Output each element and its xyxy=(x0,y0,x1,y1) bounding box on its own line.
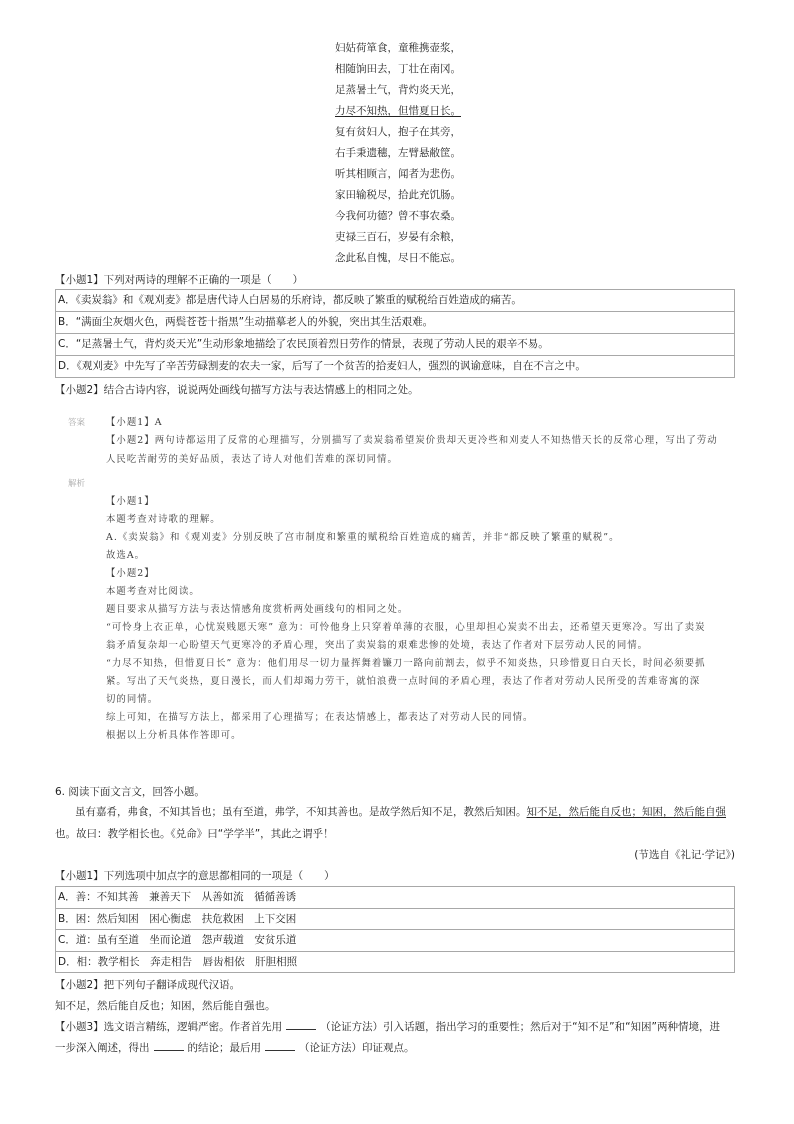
fill-blank xyxy=(154,1041,184,1051)
answer-line: 【小题2】两句诗都运用了反常的心理描写，分别描写了卖炭翁希望炭价贵却天更冷些和刈麦人不知热惜天长的反常心理，写出了劳动 xyxy=(106,435,718,446)
passage-line-2: 也。故曰：教学相长也。《兑命》曰“学学半”，其此之谓乎！ xyxy=(55,828,334,840)
section-6-question-1-options xyxy=(55,886,735,973)
poem-line: 今我何功德？曾不事农桑。 xyxy=(335,210,461,222)
analysis-line: 根据以上分析具体作答即可。 xyxy=(106,730,242,741)
passage-source: (节选自《礼记·学记》) xyxy=(634,849,735,861)
poem-line: 相随饷田去，丁壮在南冈。 xyxy=(335,63,461,75)
passage-line-1 xyxy=(75,805,726,819)
question-2-stem: 【小题2】结合古诗内容，说说两处画线句描写方法与表达情感上的相同之处。 xyxy=(55,384,419,396)
poem-line: 复有贫妇人，抱子在其旁， xyxy=(335,126,461,138)
analysis-line: “力尽不知热，但惜夏日长” 意为：他们用尽一切力量挥舞着镰刀一路向前割去，似乎不知炎热，只珍惜夏日白天长，时间必须要抓 xyxy=(106,658,706,669)
question-3-text: 【小题3】选文语言精练，逻辑严密。作者首先用 xyxy=(55,1021,283,1033)
option-b: B．困：然后知困 困心衡虑 扶危救困 上下交困 xyxy=(56,909,734,931)
analysis-line: “可怜身上衣正单，心忧炭贱愿天寒” 意为：可怜他身上只穿着单薄的衣服，心里却担心炭卖不出去，还希望天更寒冷。写出了卖炭 xyxy=(106,622,706,633)
analysis-line: A.《卖炭翁》和《观刈麦》分别反映了宫市制度和繁重的赋税给百姓造成的痛苦，并非“都反映了繁重的赋税”。 xyxy=(106,532,620,543)
question-1-stem: 【小题1】下列对两诗的理解不正确的一项是（ ） xyxy=(55,274,304,286)
analysis-line: 翁矛盾复杂却一心盼望天气更寒冷的矛盾心理，突出了卖炭翁的艰难悲惨的处境，表达了作者对下层劳动人民的同情。 xyxy=(106,640,649,651)
option-b: B．“满面尘灰烟火色，两鬓苍苍十指黑”生动描摹老人的外貌，突出其生活艰难。 xyxy=(56,312,734,334)
analysis-line: 紧。写出了天气炎热，夏日漫长，而人们却竭力劳干，就怕浪费一点时间的矛盾心理，表达了作者对劳动人民所受的苦难寄寓的深 xyxy=(106,676,701,687)
answer-line: 人民吃苦耐劳的美好品质，表达了诗人对他们苦难的深切同情。 xyxy=(106,454,398,465)
poem-line: 足蒸暑土气，背灼炎天光， xyxy=(335,84,461,96)
option-d: D．《观刈麦》中先写了辛苦劳碌割麦的农夫一家，后写了一个贫苦的拾麦妇人，强烈的讽谕意味，自在不言之中。 xyxy=(56,356,734,378)
section-6-question-1-stem: 【小题1】下列选项中加点字的意思都相同的一项是（ ） xyxy=(55,870,335,882)
poem-line: 妇姑荷箪食，童稚携壶浆， xyxy=(335,42,461,54)
option-d: D．相：教学相长 奔走相告 唇齿相依 肝胆相照 xyxy=(56,952,734,974)
fill-blank xyxy=(265,1041,295,1051)
answer-line: 【小题1】A xyxy=(106,417,163,428)
question-3-text: （论证方法）印证观点。 xyxy=(299,1042,415,1054)
answer-label: 答案 xyxy=(68,418,86,428)
option-a: A．善：不知其善 兼善天下 从善如流 循循善诱 xyxy=(56,887,734,909)
section-6-question-3-line-2 xyxy=(55,1041,415,1055)
analysis-line: 本题考查对比阅读。 xyxy=(106,586,200,597)
option-c: C．“足蒸暑土气，背灼炎天光”生动形象地描绘了农民顶着烈日劳作的情景，表现了劳动人民的艰辛不易。 xyxy=(56,334,734,356)
section-6-question-2-stem: 【小题2】把下列句子翻译成现代汉语。 xyxy=(55,979,241,991)
analysis-line: 【小题1】 xyxy=(106,496,155,507)
question-3-text: 一步深入阐述，得出 xyxy=(55,1042,150,1054)
section-6-question-3-line-1 xyxy=(55,1020,720,1034)
analysis-line: 本题考查对诗歌的理解。 xyxy=(106,514,221,525)
analysis-line: 切的同情。 xyxy=(106,694,159,705)
analysis-line: 综上可知，在描写方法上，都采用了心理描写；在表达情感上，都表达了对劳动人民的同情。 xyxy=(106,712,534,723)
poem-line: 右手秉遗穗，左臂悬敝筐。 xyxy=(335,147,461,159)
analysis-line: 题目要求从描写方法与表达情感角度赏析两处画线句的相同之处。 xyxy=(106,604,409,615)
question-3-text: 的结论；最后用 xyxy=(187,1042,261,1054)
analysis-line: 【小题2】 xyxy=(106,568,155,579)
poem-line: 听其相顾言，闻者为悲伤。 xyxy=(335,168,461,180)
poem-line-underlined: 力尽不知热，但惜夏日长。 xyxy=(335,105,461,117)
poem-line: 吏禄三百石，岁晏有余粮， xyxy=(335,231,461,243)
option-c: C．道：虽有至道 坐而论道 怨声载道 安贫乐道 xyxy=(56,930,734,952)
analysis-label: 解析 xyxy=(68,479,86,489)
question-1-options xyxy=(55,289,735,378)
question-3-text: （论证方法）引入话题，指出学习的重要性；然后对于“知不足”和“知困”两种情境，进 xyxy=(320,1021,720,1033)
passage-underlined-text: 知不足，然后能自反也；知困，然后能自强 xyxy=(526,806,726,818)
section-6-heading: 6. 阅读下面文言文，回答小题。 xyxy=(55,786,205,798)
poem-line: 念此私自愧，尽日不能忘。 xyxy=(335,252,461,264)
translation-sentence: 知不足，然后能自反也；知困，然后能自强也。 xyxy=(55,1000,276,1012)
analysis-line: 故选A。 xyxy=(106,550,146,561)
passage-text: 虽有嘉肴，弗食，不知其旨也；虽有至道，弗学，不知其善也。是故学然后知不足，教然后知困。 xyxy=(75,806,527,818)
poem-line: 家田输税尽，拾此充饥肠。 xyxy=(335,189,461,201)
option-a: A．《卖炭翁》和《观刈麦》都是唐代诗人白居易的乐府诗，都反映了繁重的赋税给百姓造成的痛苦。 xyxy=(56,290,734,312)
fill-blank xyxy=(286,1020,316,1030)
